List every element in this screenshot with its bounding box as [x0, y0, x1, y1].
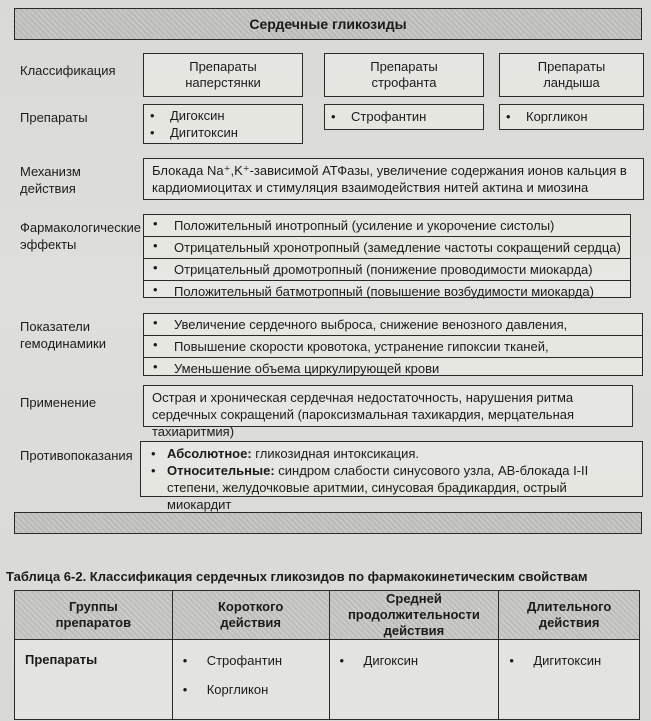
- contraindications-box: [140, 441, 643, 512]
- hemodynamics-item: • Уменьшение объема циркулирующей крови: [144, 357, 642, 379]
- label-hemodynamics: Показатели гемодинамики: [20, 319, 106, 351]
- effect-item: • Отрицательный дромотропный (понижение проводимости миокарда): [144, 258, 630, 280]
- contra-relative-text: синдром слабости синусового узла, АВ-блокада I-II степени, желудочковые аритмии, синусовая брадикардия, острый миокардит: [167, 463, 589, 512]
- effect-item: • Отрицательный хронотропный (замедление частоты сокращений сердца): [144, 236, 630, 258]
- contra-absolute-label: Абсолютное:: [167, 446, 252, 461]
- bullet-icon: •: [151, 463, 156, 478]
- header-groups: Группы препаратов: [15, 591, 173, 640]
- table-header-row: [15, 591, 640, 640]
- label-classification: Классификация: [20, 63, 116, 78]
- short-korglikon: • Коргликон: [177, 681, 325, 698]
- label-mechanism: Механизм действия: [20, 164, 81, 196]
- table-row: [15, 640, 640, 720]
- class-group-lily: Препараты ландыша: [499, 53, 644, 97]
- prep-box-lily: [499, 104, 644, 130]
- header-medium: Средней продолжительности действия: [329, 591, 499, 640]
- long-digitoxin: • Дигитоксин: [503, 652, 635, 669]
- contra-absolute-text: гликозидная интоксикация.: [251, 446, 420, 461]
- contra-relative: [151, 462, 634, 513]
- bottom-banner: [14, 512, 642, 534]
- short-strophanthin: • Строфантин: [177, 652, 325, 669]
- label-application: Применение: [20, 395, 97, 410]
- prep-box-foxglove: [143, 104, 303, 144]
- label-effects: Фармакологические эффекты: [20, 220, 141, 252]
- class-group-foxglove: Препараты наперстянки: [143, 53, 303, 97]
- pk-table: [14, 590, 640, 720]
- table-caption: Таблица 6-2. Классификация сердечных гликозидов по фармакокинетическим свойствам: [6, 569, 588, 584]
- prep-digitoxin: • Дигитоксин: [144, 124, 302, 141]
- medium-digoxin: • Дигоксин: [334, 652, 495, 669]
- contra-absolute: [151, 445, 634, 462]
- contra-relative-label: Относительные:: [167, 463, 275, 478]
- cell-short: [172, 640, 329, 720]
- effects-box: [143, 214, 631, 298]
- class-group-strophanthus: Препараты строфанта: [324, 53, 484, 97]
- prep-strophanthin: • Строфантин: [325, 108, 483, 125]
- application-text: Острая и хроническая сердечная недостаточность, нарушения ритма сердечных сокращений (пароксизмальная тахикардия, мерцательная тахиаритмия): [143, 385, 633, 427]
- hemodynamics-item: • Увеличение сердечного выброса, снижение венозного давления,: [144, 314, 642, 335]
- prep-digoxin: • Дигоксин: [144, 107, 302, 124]
- label-preparations: Препараты: [20, 110, 88, 125]
- effect-item: • Положительный инотропный (усиление и укорочение систолы): [144, 215, 630, 236]
- header-long: Длительного действия: [499, 591, 640, 640]
- mechanism-text: Блокада Na⁺,K⁺-зависимой АТФазы, увеличение содержания ионов кальция в кардиомиоцитах и стимуляция взаимодействия нитей актина и миозина: [143, 158, 644, 200]
- cell-medium: [329, 640, 499, 720]
- title-banner: [14, 8, 642, 40]
- label-contraindications: Противопоказания: [20, 448, 133, 463]
- cell-long: [499, 640, 640, 720]
- header-short: Короткого действия: [172, 591, 329, 640]
- prep-box-strophanthus: [324, 104, 484, 130]
- prep-korglikon: • Коргликон: [500, 108, 643, 125]
- bullet-icon: •: [151, 446, 156, 461]
- effect-item: • Положительный батмотропный (повышение возбудимости миокарда): [144, 280, 630, 302]
- hemodynamics-item: • Повышение скорости кровотока, устранение гипоксии тканей,: [144, 335, 642, 357]
- hemodynamics-box: [143, 313, 643, 376]
- page-title: Сердечные гликозиды: [249, 16, 407, 32]
- row-label-preparations: Препараты: [15, 640, 173, 720]
